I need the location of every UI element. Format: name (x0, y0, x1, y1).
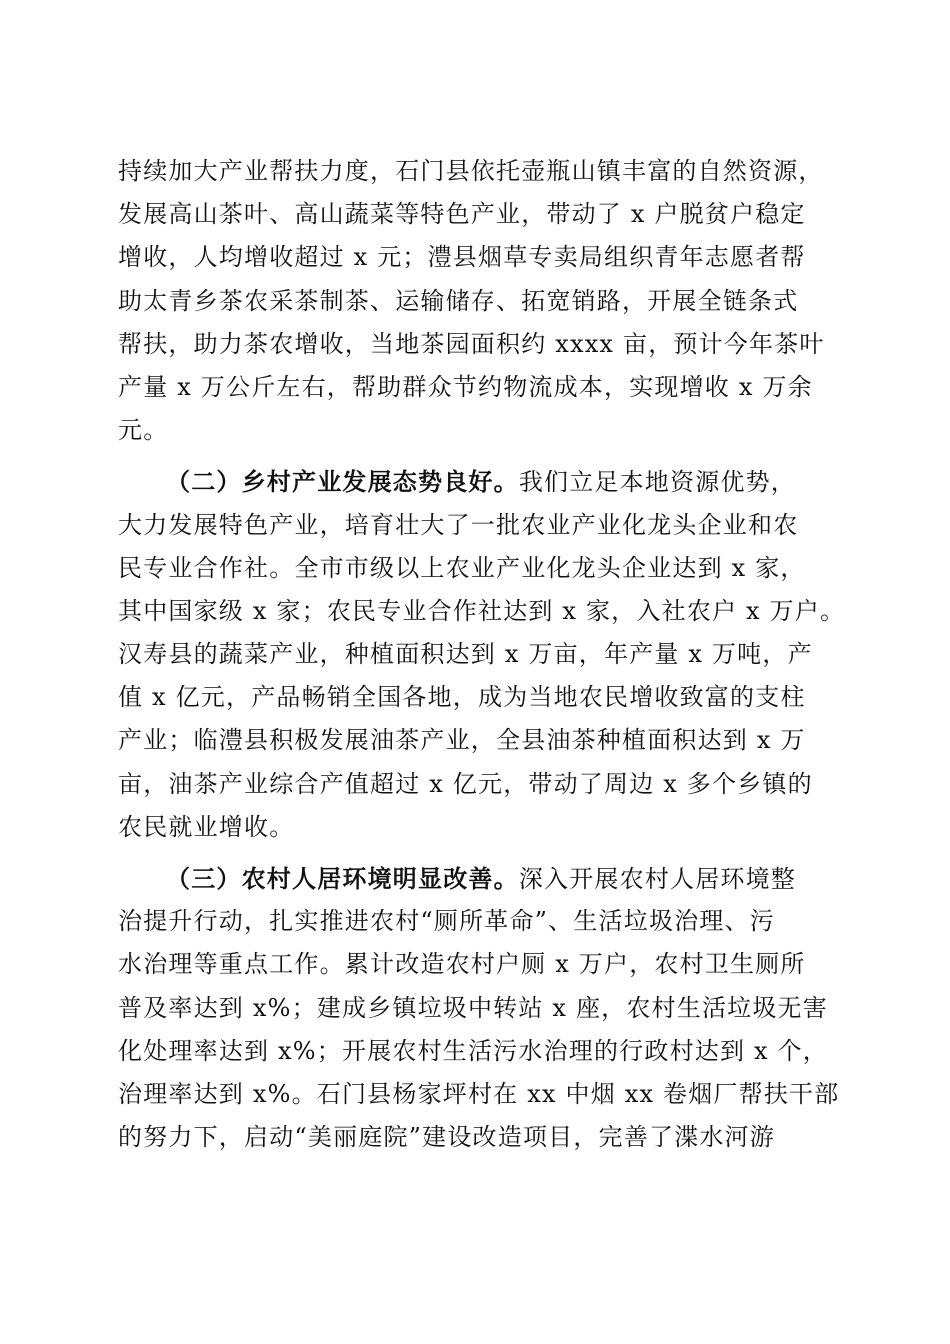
text-line: 产量 x 万公斤左右，帮助群众节约物流成本，实现增收 x 万余 (118, 372, 813, 401)
text-line: 普及率达到 x%；建成乡镇垃圾中转站 x 座，农村生活垃圾无害 (118, 993, 828, 1022)
paragraph-living-environment (118, 857, 838, 1159)
text-line: 亩，油茶产业综合产值超过 x 亿元，带动了周边 x 多个乡镇的 (118, 769, 813, 798)
paragraph-spacer (118, 452, 838, 460)
section-heading-2: （二）乡村产业发展态势良好。 (166, 467, 519, 497)
paragraph-first-line (118, 857, 838, 900)
text-run: 深入开展农村人居环境整 (518, 865, 797, 893)
text-line: 大力发展特色产业，培育壮大了一批农业产业化龙头企业和农 (118, 510, 799, 539)
text-line: 持续加大产业帮扶力度，石门县依托壶瓶山镇丰富的自然资源， (118, 157, 824, 185)
text-line: 汉寿县的蔬菜产业，种植面积达到 x 万亩，年产量 x 万吨，产 (118, 640, 813, 669)
text-line: 的努力下，启动“美丽庭院”建设改造项目，完善了渫水河游 (118, 1123, 775, 1152)
text-line: 增收，人均增收超过 x 元；澧县烟草专卖局组织青年志愿者帮 (118, 243, 806, 272)
paragraph-industry-support (118, 150, 838, 452)
paragraph-first-line (118, 460, 838, 503)
section-heading-3: （三）农村人居环境明显改善。 (166, 864, 519, 893)
text-line: 民专业合作社。全市市级以上农业产业化龙头企业达到 x 家， (118, 553, 806, 582)
text-line: 产业；临澧县积极发展油茶产业，全县油茶种植面积达到 x 万 (118, 726, 806, 755)
text-line: 元。 (118, 416, 169, 445)
text-line: 其中国家级 x 家；农民专业合作社达到 x 家，入社农户 x 万户。 (118, 596, 846, 625)
paragraph-rural-industry (118, 460, 846, 849)
text-line: 农民就业增收。 (118, 812, 295, 841)
text-line: 助太青乡茶农采茶制茶、运输储存、拓宽销路，开展全链条式 (118, 286, 799, 315)
text-run: 我们立足本地资源优势， (518, 468, 797, 497)
text-line: 发展高山茶叶、高山蔬菜等特色产业，带动了 x 户脱贫户稳定 (118, 200, 806, 229)
text-line: 帮扶，助力茶农增收，当地茶园面积约 xxxx 亩，预计今年茶叶 (118, 329, 825, 358)
text-line: 化处理率达到 x%；开展农村生活污水治理的行政村达到 x 个， (118, 1036, 828, 1065)
text-line: 治提升行动，扎实推进农村“厕所革命”、生活垃圾治理、污 (118, 907, 775, 936)
paragraph-spacer (118, 849, 838, 857)
text-line: 值 x 亿元，产品畅销全国各地，成为当地农民增收致富的支柱 (118, 683, 806, 712)
text-line: 治理率达到 x%。石门县杨家坪村在 xx 中烟 xx 卷烟厂帮扶干部 (118, 1079, 840, 1108)
text-line: 水治理等重点工作。累计改造农村户厕 x 万户，农村卫生厕所 (118, 950, 806, 979)
document-body (118, 150, 846, 1159)
